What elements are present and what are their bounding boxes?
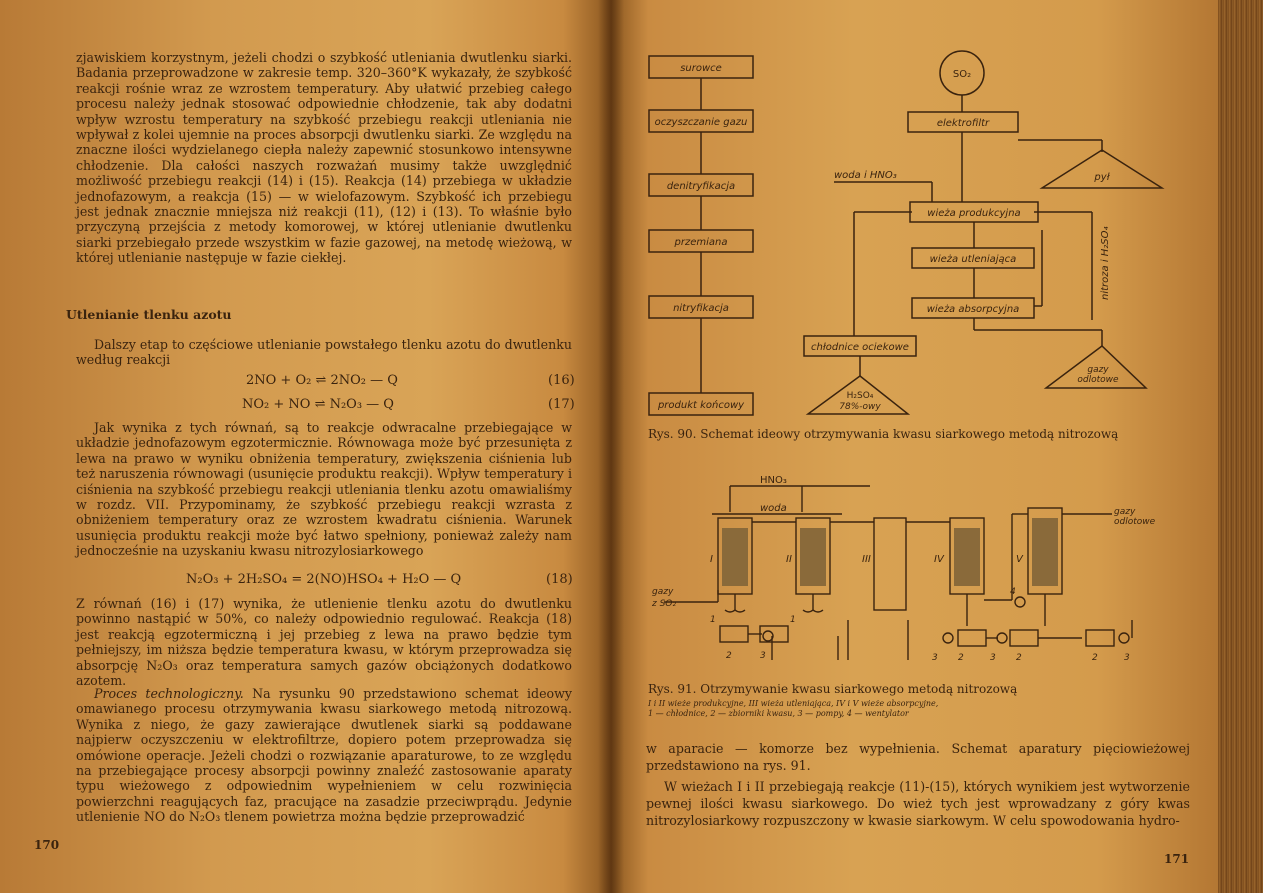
paragraph-reaction-intro — [76, 337, 572, 368]
label-tower-II: II — [786, 554, 792, 565]
label-num: 3 — [932, 653, 938, 663]
tank-5 — [1086, 630, 1114, 646]
label-num: 4 — [1010, 587, 1016, 597]
label-gazy-in: gazy — [652, 587, 674, 597]
pump-4 — [1119, 633, 1129, 643]
paragraph-apparatus — [646, 740, 1190, 774]
label-wieza-absorpcyjna: wieża absorpcyjna — [926, 304, 1020, 315]
figure-90-diagram — [612, 0, 1218, 440]
equation-17: NO₂ + NO ⇌ N₂O₃ — Q — [242, 397, 394, 412]
label-so2-in: z SO₂ — [652, 599, 676, 609]
equation-16: 2NO + O₂ ⇌ 2NO₂ — Q — [246, 373, 398, 388]
tank-3 — [958, 630, 986, 646]
paragraph-intro — [76, 50, 572, 266]
label-num: 1 — [710, 615, 716, 625]
label-so2: SO₂ — [952, 69, 972, 80]
label-woda: woda — [760, 503, 787, 514]
tower-3 — [874, 518, 906, 610]
paragraph-text: w aparacie — komorze bez wypełnienia. Schemat aparatury pięciowieżowej przedstawiono na rys. 91. — [646, 741, 1190, 773]
page-edges — [1218, 0, 1263, 893]
paragraph-text: Jak wynika z tych równań, są to reakcje odwracalne przebiegające w układzie jednofazowym egzotermicznie. Równowaga może być przesunięta z lewa na prawo w wyniku obniżenia temperatury, zwiększenia ciśnienia lub też naruszenia równowagi (usunięcie produktu reakcji). Wpływ temperatury i ciśnienia na szybkość przebiegu reakcji utleniania tlenku azotu omawialiśmy w rozdz. VII. Przypominamy, że szybkość przebiegu reakcji wzrasta z obniżeniem temperatury oraz ze wzrostem kwadratu ciśnienia. Warunek usunięcia produktu reakcji może być łatwo spełniony, ponieważ zależy nam jednocześnie na uzyskaniu kwasu nitrozylosiarkowego — [76, 420, 572, 559]
process-text: Na rysunku 90 przedstawiono schemat ideowy omawianego procesu otrzymywania kwasu siarkowego metodą nitrozową. Wynika z niego, że gazy zawierające dwutlenek siarki są poddawane najpierw oczyszczeniu w elektrofiltrze, dopiero potem przeprowadza się omówione operacje. Jeżeli chodzi o rozwiązanie aparaturowe, to ze względu na przebiegające procesy absorpcji powinny znaleźć zastosowanie aparaty typu wieżowego z odpowiednim wypełnieniem w celu rozwinięcia powierzchni reagujących faz, pracujące na zasadzie przeciwprądu. Jedynie utlenienie NO do N₂O₃ tlenem powietrza można będzie przeprowadzić — [76, 686, 572, 825]
figure-91-legend-2: 1 — chłodnice, 2 — zbiorniki kwasu, 3 — pompy, 4 — wentylator — [648, 709, 909, 718]
label-chlodnice: chłodnice ociekowe — [811, 342, 909, 353]
equation-number-18: (18) — [546, 572, 573, 587]
paragraph-text: zjawiskiem korzystnym, jeżeli chodzi o szybkość utleniania dwutlenku siarki. Badania przeprowadzone w zakresie temp. 320–360°K wykazały, że szybkość reakcji rośnie wraz ze wzrostem temperatury. Aby ułatwić przebieg całego procesu należy jednak stosować odpowiednie chłodzenie, tak aby dodatni wpływ wzrostu temperatury na szybkość przebiegu reakcji utleniania nie wpływał z kolei ujemnie na proces absorpcji dwutlenku siarki. Ze względu na znaczne ilości wydzielanego ciepła należy zapewnić stosunkowo intensywne chłodzenie. Dla całości naszych rozważań musimy także uwzględnić możliwość przebiegu reakcji (14) i (15). Reakcja (14) przebiega w układzie jednofazowym, a reakcja (15) — w wielofazowym. Szybkość ich przebiegu jest jednak znacznie mniejsza niż reakcji (11), (12) i (13). To właśnie było przyczyną przejścia z metody komorowej, w której utlenianie dwutlenku siarki przebiegało przede wszystkim w fazie gazowej, na metodę wieżową, w której utlenianie następuje w fazie ciekłej. — [76, 50, 572, 266]
paragraph-towers — [646, 778, 1190, 829]
paragraph-text: W wieżach I i II przebiegają reakcje (11)-(15), których wynikiem jest wytworzenie pewnej ilości kwasu siarkowego. Do wież tych jest wprowadzany z góry kwas nitrozylosiarkowy rozpuszczony w kwasie siarkowym. W celu spowodowania hydro- — [646, 779, 1190, 828]
label-przemiana: przemiana — [674, 237, 728, 248]
label-h2so4-conc: 78%-owy — [839, 402, 881, 412]
label-tower-V: V — [1016, 554, 1023, 565]
label-tower-IV: IV — [934, 554, 944, 565]
page-number-left: 170 — [34, 838, 60, 852]
label-num: 2 — [1092, 653, 1098, 663]
label-surowce: surowce — [680, 63, 722, 74]
label-pyl: pył — [1094, 172, 1110, 183]
label-h2so4: H₂SO₄ — [846, 391, 874, 401]
equation-number-17: (17) — [548, 397, 575, 412]
process-lead: Proces technologiczny. — [94, 686, 244, 701]
label-num: 2 — [1016, 653, 1022, 663]
label-hno3: HNO₃ — [760, 475, 787, 486]
page-number-right: 171 — [1164, 852, 1190, 866]
label-tower-III: III — [862, 554, 871, 565]
paragraph-text: Dalszy etap to częściowe utlenianie powstałego tlenku azotu do dwutlenku według reakcji — [76, 337, 572, 368]
label-nitryfikacja: nitryfikacja — [673, 303, 729, 314]
paragraph-equilibrium — [76, 420, 572, 559]
fan — [1015, 597, 1025, 607]
equation-number-16: (16) — [548, 373, 575, 388]
tank-4 — [1010, 630, 1038, 646]
label-num: 3 — [1124, 653, 1130, 663]
label-woda-hno3: woda i HNO₃ — [834, 170, 897, 181]
label-num: 1 — [790, 615, 796, 625]
equation-18: N₂O₃ + 2H₂SO₄ = 2(NO)HSO₄ + H₂O — Q — [186, 572, 462, 587]
section-heading: Utlenianie tlenku azotu — [66, 307, 232, 322]
paragraph-text: Z równań (16) i (17) wynika, że utlenienie tlenku azotu do dwutlenku powinno nastąpić w 50%, co należy odpowiednio regulować. Reakcja (18) jest reakcją egzotermiczną i jej przebieg z lewa na prawo będzie tym pełniejszy, im niższa będzie temperatura kwasu, w którym przeprowadza się absorpcję N₂O₃ oraz temperatura samych gazów obciążonych dodatkowo azotem. — [76, 596, 572, 689]
paragraph-text — [76, 686, 572, 825]
paragraph-conclusion — [76, 596, 572, 688]
label-num: 2 — [726, 651, 732, 661]
label-oczyszczanie: oczyszczanie gazu — [654, 117, 748, 128]
label-elektrofiltr: elektrofiltr — [936, 118, 990, 129]
label-odlotowe-out: odlotowe — [1114, 517, 1156, 527]
pump-2 — [943, 633, 953, 643]
label-wieza-utleniajaca: wieża utleniająca — [929, 254, 1017, 265]
label-wieza-produkcyjna: wieża produkcyjna — [927, 208, 1021, 219]
tank-1 — [720, 626, 748, 642]
figure-91-caption: Rys. 91. Otrzymywanie kwasu siarkowego metodą nitrozową — [648, 682, 1018, 696]
label-gazy: gazy — [1087, 365, 1109, 375]
label-num: 2 — [958, 653, 964, 663]
figure-90-caption: Rys. 90. Schemat ideowy otrzymywania kwasu siarkowego metodą nitrozową — [648, 427, 1119, 441]
label-gazy-out: gazy — [1114, 507, 1136, 517]
label-nitroza: nitroza i H₂SO₄ — [1100, 226, 1111, 300]
figure-91-legend-1: I i II wieże produkcyjne, III wieża utleniająca, IV i V wieże absorpcyjne, — [648, 699, 939, 708]
pump-3 — [997, 633, 1007, 643]
label-produkt: produkt końcowy — [657, 400, 745, 411]
label-num: 3 — [990, 653, 996, 663]
label-num: 3 — [760, 651, 766, 661]
label-tower-I: I — [710, 554, 713, 565]
label-odlotowe: odlotowe — [1077, 375, 1119, 385]
figure-91-diagram — [612, 470, 1218, 670]
paragraph-process — [76, 686, 572, 825]
label-denitryfikacja: denitryfikacja — [666, 181, 736, 192]
